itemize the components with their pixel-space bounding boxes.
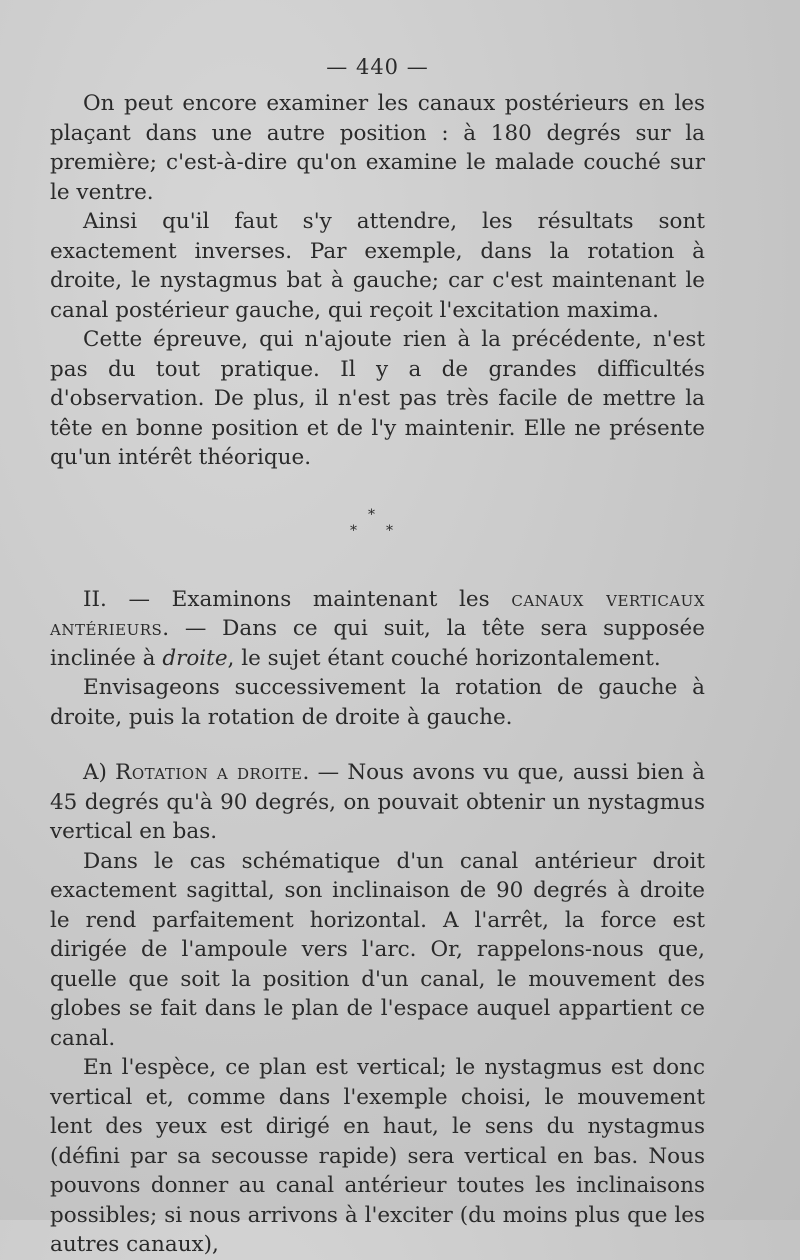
paragraph-epreuve-theorique: Cette épreuve, qui n'ajoute rien à la précédente, n'est pas du tout pratique. Il y a de grandes difficultés d'observation. De plus, il n'est pas très facile de mettre la tête en bonne position et de l'y maintenir. Elle ne présente qu'un intérêt théorique. [50,327,705,470]
section-ii-paragraph [50,585,705,674]
section-a-heading: Rotation a droite [115,760,303,785]
section-ii-italic: droite [162,645,228,671]
section-ii-heading: canaux verticaux antérieurs [50,586,705,641]
section-ii-text: . — Dans ce qui suit, la tête sera supposée inclinée à [50,616,705,671]
separator-star: * [368,506,375,523]
section-separator [50,493,705,563]
paragraph-cas-schematique: Dans le cas schématique d'un canal antérieur droit exactement sagittal, son inclinaison de 90 degrés à droite le rend parfaitement horizontal. A l'arrêt, la force est dirigée de l'ampoule vers l'arc. Or, rappelons-nous que, quelle que soit la position d'un canal, le mouvement des globes se fait dans le plan de l'espace auquel appartient ce canal. [50,848,705,1051]
page-number: — 440 — [326,55,429,79]
paragraph-canaux-posterieurs: On peut encore examiner les canaux postérieurs en les plaçant dans une autre position : à 180 degrés sur la première; c'est-à-dire qu'on examine le malade couché sur le ventre. [50,91,705,205]
section-ii-intro: II. — Examinons maintenant les [83,586,512,612]
section-a-text: . — Nous avons vu que, aussi bien à 45 degrés qu'à 90 degrés, on pouvait obtenir un nystagmus vertical en bas. [50,760,705,844]
section-a-label: A) [83,760,116,785]
separator-star: * [350,522,357,539]
paragraph-en-l-espece: En l'espèce, ce plan est vertical; le nystagmus est donc vertical et, comme dans l'exemple choisi, le mouvement lent des yeux est dirigé en haut, le sens du nystagmus (défini par sa secousse rapide) sera vertical en bas. Nous pouvons donner au canal antérieur toutes les inclinaisons possibles; si nous arrivons à l'exciter (du moins plus que les autres canaux), [50,1055,705,1257]
section-ii-tail: , le sujet étant couché horizontalement. [227,645,661,671]
section-a-paragraph [50,758,705,847]
paragraph-envisageons: Envisageons successivement la rotation de gauche à droite, puis la rotation de droite à gauche. [50,675,705,730]
book-page [50,55,705,1260]
separator-star: * [386,522,393,539]
paragraph-resultats-inverses: Ainsi qu'il faut s'y attendre, les résultats sont exactement inverses. Par exemple, dans la rotation à droite, le nystagmus bat à gauche; car c'est maintenant le canal postérieur gauche, qui reçoit l'excitation maxima. [50,209,705,323]
